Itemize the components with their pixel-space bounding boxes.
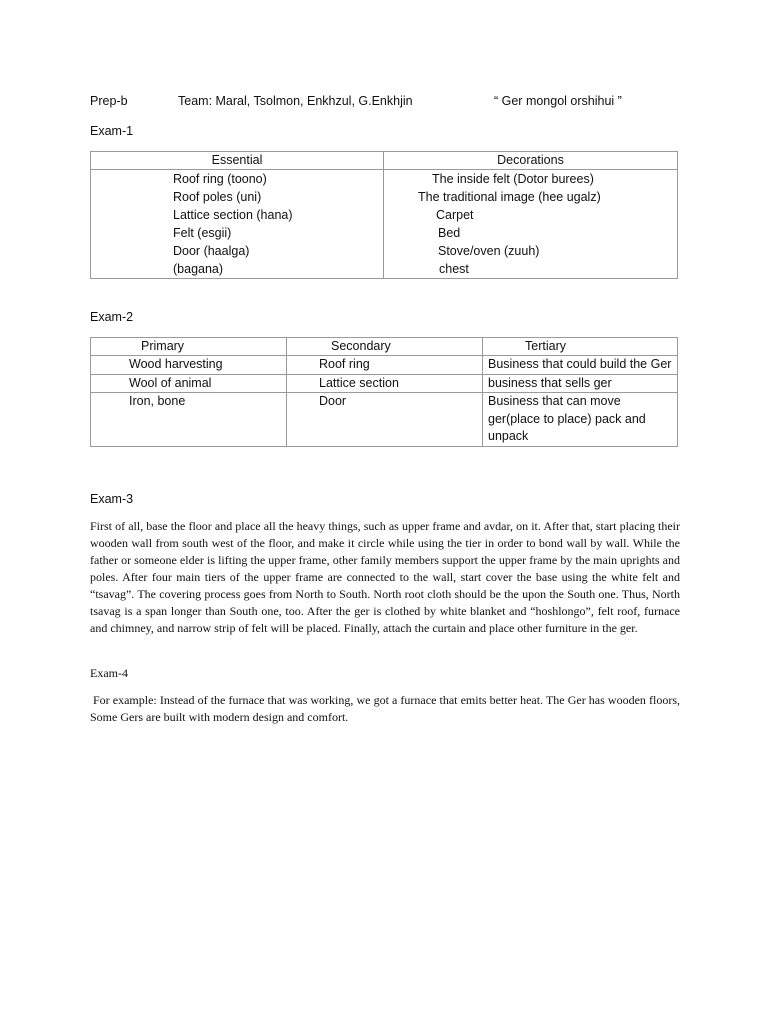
table-cell: The traditional image (hee ugalz) — [384, 188, 678, 206]
table-row — [91, 188, 678, 206]
table-header-row — [91, 152, 678, 170]
exam3-label: Exam-3 — [90, 492, 134, 506]
table-cell: Wool of animal — [91, 374, 287, 393]
table-cell: Felt (esgii) — [91, 224, 384, 242]
document-title: “ Ger mongol orshihui ” — [494, 94, 622, 108]
table-row — [91, 206, 678, 224]
column-header-primary: Primary — [91, 338, 287, 356]
table-cell: Roof ring — [287, 356, 483, 375]
table-cell: Iron, bone — [91, 393, 287, 447]
exam2-label: Exam-2 — [90, 310, 134, 324]
table-row — [91, 242, 678, 260]
table-cell: Lattice section — [287, 374, 483, 393]
table-cell: Business that can move ger(place to place) pack and unpack — [483, 393, 678, 447]
table-row — [91, 374, 678, 393]
table-cell: Roof ring (toono) — [91, 170, 384, 189]
column-header-secondary: Secondary — [287, 338, 483, 356]
exam4-paragraph: For example: Instead of the furnace that was working, we got a furnace that emits better heat. The Ger has wooden floors, Some Gers are built with modern design and comfort. — [90, 693, 680, 724]
table-cell: business that sells ger — [483, 374, 678, 393]
exam1-table — [90, 151, 678, 279]
column-header-decorations: Decorations — [384, 152, 678, 170]
table-cell: Carpet — [384, 206, 678, 224]
table-cell: Door (haalga) — [91, 242, 384, 260]
exam4-label: Exam-4 — [90, 666, 128, 680]
table-cell: (bagana) — [91, 260, 384, 279]
exam2-table — [90, 337, 678, 447]
table-row — [91, 224, 678, 242]
table-row — [91, 170, 678, 189]
table-cell: Business that could build the Ger — [483, 356, 678, 375]
table-header-row — [91, 338, 678, 356]
table-cell: The inside felt (Dotor burees) — [384, 170, 678, 189]
table-row — [91, 393, 678, 447]
exam3-paragraph: First of all, base the floor and place all the heavy things, such as upper frame and avdar, on it. After that, start placing their wooden wall from south west of the floor, and make it circle while using the tier in order to bond wall by wall. While the father or someone elder is lifting the upper frame, other family members support the upper frame by the main uprights and poles. After four main tiers of the upper frame are connected to the wall, start cover the base using the white felt and “tsavag”. The covering process goes from North to South. North root cloth should be the upon the South one. Thus, North tsavag is a span longer than South one, too. After the ger is clothed by white blanket and “hoshlongo”, felt roof, furnace and chimney, and narrow strip of felt will be placed. Finally, attach the curtain and place other furniture in the ger. — [90, 519, 680, 635]
table-cell: Wood harvesting — [91, 356, 287, 375]
table-cell: Door — [287, 393, 483, 447]
exam1-label: Exam-1 — [90, 124, 134, 138]
table-row — [91, 260, 678, 279]
column-header-essential: Essential — [91, 152, 384, 170]
table-cell: Roof poles (uni) — [91, 188, 384, 206]
column-header-tertiary: Tertiary — [483, 338, 678, 356]
table-cell: Lattice section (hana) — [91, 206, 384, 224]
table-row — [91, 356, 678, 375]
table-cell: Bed — [384, 224, 678, 242]
team-label: Team: Maral, Tsolmon, Enkhzul, G.Enkhjin — [178, 94, 413, 108]
table-cell: chest — [384, 260, 678, 279]
class-label: Prep-b — [90, 94, 128, 108]
table-cell: Stove/oven (zuuh) — [384, 242, 678, 260]
